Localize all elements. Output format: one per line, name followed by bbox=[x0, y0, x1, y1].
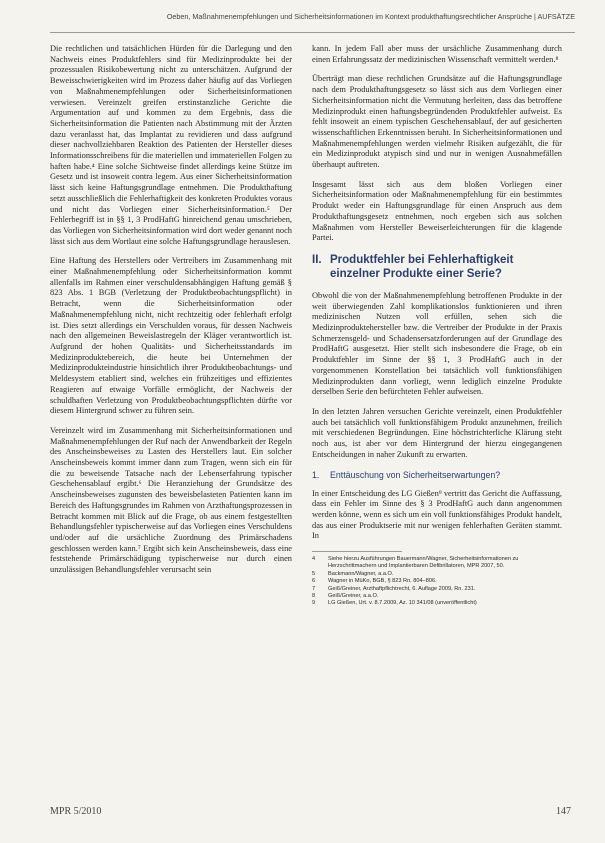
subsection-number: 1. bbox=[312, 469, 320, 480]
footnote-number: 5 bbox=[312, 570, 316, 577]
footnote-divider bbox=[312, 551, 402, 552]
footnote-number: 4 bbox=[312, 556, 316, 563]
body-paragraph: Eine Haftung des Herstellers oder Vertreibers im Zusammenhang mit einer Maßnahmenempfehlung oder Sicherheitsinformation kommt allenfalls im Rahmen einer verschuldensabhängigen Haftung gemäß § 823 Abs. 1 BGB (Verletzung der Produktbeobachtungspflicht) in Betracht, wenn die Sicherheitsinformation oder Maßnahmenempfehlung nicht, nicht rechtzeitig oder fehlerhaft erfolgt ist. Dies setzt allerdings ein Verschulden voraus, für dessen Nachweis nach den allgemeinen Beweislastregeln der Kläger verantwortlich ist. Aufgrund der hohen Qualitäts- und Sicherheitsstandards im Medizinproduktebereich, die heute bei Unternehmen der Medizinprodukteindustrie hinsichtlich ihrer Produktbeobachtungs- und Meldesystem etabliert sind, welches ein frühzeitiges und effizientes Reagieren auf etwaige Vorfälle ermöglicht, der Nachweis der schuldhaften Verletzung von Produktbeobachtungspflichten dürfte vor diesem Hintergrund schwer zu führen sein. bbox=[50, 256, 292, 416]
body-paragraph: Die rechtlichen und tatsächlichen Hürden für die Darlegung und den Nachweis eines Produktfehlers sind für Medizinprodukte bei der prozessualen Risikobewertung nicht zu unterschätzen. Aufgrund der Beweisschwierigkeiten wird im Prozess daher häufig auf das Vorliegen von Maßnahmenempfehlungen oder Sicherheitsinformationen verwiesen. Vereinzelt greifen erstinstanzliche Gerichte die Argumentation auf und kommen zu dem Ergebnis, dass die Sicherheitsinformation die Patienten nach Abstimmung mit der Ärzten dazu veranlasst hat, das Implantat zu revidieren und dass aufgrund dieser nachvollziehbaren Reaktion des Patienten der Hersteller dieses Informationsschreibens für die materiellen und immateriellen Folgen zu haften habe.⁴ Eine solche Sichtweise findet allerdings keine Stütze im Gesetz und ist insoweit contra legem. Aus einer Sicherheitsinformation lässt sich keine Haftungsgrundlage entnehmen. Die Produkthaftung setzt ausschließlich die Fehlerhaftigkeit des konkreten Produktes voraus und nicht das Vorliegen einer Sicherheitsinformation.⁵ Der Fehlerbegriff ist in §§ 1, 3 ProdHaftG hinreichend genau umschrieben, das Vorliegen von Sicherheitsinformation wird dort weder genannt noch lässt sich aus dem Wortlaut eine solche Haftungsgrundlage herauslesen. bbox=[50, 44, 292, 246]
body-paragraph: In den letzten Jahren versuchen Gerichte vereinzelt, einen Produktfehler auch bei tatsächlich voll funktionsfähigem Produkt anzunehmen, freilich mit verschiedenen Begründungen. Eine höchstrichterliche Klärung steht noch aus, ist aber vor dem Hintergrund der hierzu eingegangenen Entscheidungen in naher Zukunft zu erwarten. bbox=[312, 406, 562, 459]
footnote-text: Wagner in MüKo, BGB, § 823 Rn. 804–806. bbox=[328, 578, 437, 585]
subsection-heading bbox=[312, 470, 562, 480]
footnotes bbox=[312, 556, 562, 608]
footnote bbox=[312, 578, 562, 585]
body-paragraph: Insgesamt lässt sich aus dem bloßen Vorliegen einer Sicherheitsinformation oder Maßnahmenempfehlung für ein bestimmtes Produkt weder ein Haftungsgrundlage für einen Anspruch aus dem Produkthaftungsgesetz entnehmen, noch ergeben sich aus solchen Maßnahmen vom Hersteller Beweiserleichterungen für die klagende Partei. bbox=[312, 179, 562, 243]
right-column bbox=[312, 44, 562, 608]
footnote-number: 6 bbox=[312, 578, 316, 585]
header-divider bbox=[50, 32, 575, 33]
left-column bbox=[50, 44, 292, 585]
body-paragraph: Obwohl die von der Maßnahmenempfehlung betroffenen Produkte in der weit überwiegenden Zahl komplikationslos funktionieren und ihren medizinischen Nutzen voll erfüllen, sehen sich die Medizinproduktehersteller bzw. die Vertreiber der Produkte in der Praxis Schmerzensgeld- und Schadensersatzforderungen auf der Grundlage des ProdHaftG ausgesetzt. Hier stellt sich insbesondere die Frage, ob ein Produktfehler im Sinne der §§ 1, 3 ProdHaftG auch in der vorgenommenen Konstellation bei tatsächlich voll funktionsfähigen Medizinprodukten dann vorliegt, wenn lediglich einzelne Produkte derselben Serie den befürchteten Fehler aufweisen. bbox=[312, 290, 562, 397]
subsection-title: Enttäuschung von Sicherheitserwartungen? bbox=[330, 469, 501, 480]
footnote-text: Geiß/Greiner, Arzthaftpflichtrecht, 6. Auflage 2009, Rn. 231. bbox=[328, 585, 476, 592]
footnote bbox=[312, 571, 562, 578]
section-title-line2: einzelner Produkte einer Serie? bbox=[330, 267, 502, 280]
body-paragraph: Überträgt man diese rechtlichen Grundsätze auf die Haftungsgrundlage nach dem Produkthaftungsgesetz so lässt sich aus dem Vorliegen einer Sicherheitsinformation nicht die Vermutung herleiten, dass das betroffene Medizinprodukt einen haftungsbegründenden Produktfehler aufweist. Es fehlt insoweit an einem typischen Geschehensablauf, der auf gesicherten wissenschaftlichen Erkenntnissen beruht. In Sicherheitsinformationen und Maßnahmenempfehlungen werden vielmehr Risiken aufgezählt, die für ein Medizinprodukt atypisch sind und nur in wenigen Ausnahmefällen überhaupt auftreten. bbox=[312, 74, 562, 170]
footnote-text: Geiß/Greiner, a.a.O. bbox=[328, 593, 379, 600]
footnote bbox=[312, 556, 562, 571]
page-number: 147 bbox=[556, 806, 571, 817]
footnote-text: Siehe hierzu Ausführungen Bauermann/Wagner, Sicherheitsinformationen zu Herzschrittmachern und Implantierbaren Defibrillatoren, MPR 2007, 50. bbox=[328, 556, 519, 570]
section-heading bbox=[312, 253, 562, 281]
footnote-number: 7 bbox=[312, 585, 316, 592]
footnote bbox=[312, 593, 562, 600]
footnote-text: LG Gießen, Urt. v. 8.7.2009, Az. 10 341/08 (unveröffentlicht) bbox=[328, 600, 477, 607]
section-number: II. bbox=[312, 253, 322, 266]
footnote-number: 9 bbox=[312, 600, 316, 607]
footnote-number: 8 bbox=[312, 593, 316, 600]
journal-issue: MPR 5/2010 bbox=[50, 806, 102, 817]
footnote bbox=[312, 586, 562, 593]
running-header: Oeben, Maßnahmenempfehlungen und Sicherheitsinformationen im Kontext produkthaftungsrechtlicher Ansprüche | AUFSÄTZE bbox=[166, 12, 575, 21]
body-paragraph: kann. In jedem Fall aber muss der ursächliche Zusammenhang durch einen Erfahrungssatz der medizinischen Wissenschaft vermittelt werden.⁸ bbox=[312, 44, 562, 64]
footnote bbox=[312, 600, 562, 607]
body-paragraph: In einer Entscheidung des LG Gießen⁹ vertritt das Gericht die Auffassung, dass ein Fehler im Sinne des § 3 ProdHaftG auch dann angenommen werden könne, wenn es sich um ein voll funktionsfähiges Produkt handelt, das aus einer Produktserie mit nur wenigen fehlerhaften Geräten stammt. In bbox=[312, 488, 562, 541]
section-title-line1: Produktfehler bei Fehlerhaftigkeit bbox=[330, 253, 514, 266]
body-paragraph: Vereinzelt wird im Zusammenhang mit Sicherheitsinformationen und Maßnahmenempfehlungen der Ruf nach der Anwendbarkeit der Regeln des Anscheinsbeweises zu Lasten des Herstellers laut. Ein solcher Anscheinsbeweis kommt immer dann zum Tragen, wenn sich ein für die zu beweisende Tatsache nach der Lebenserfahrung typischer Geschehensablauf ergibt.⁶ Die Heranziehung der Grundsätze des Anscheinsbeweises zugunsten des beweisbelasteten Patienten kann im Bereich des Haftungsgrundes im Rahmen von Arzthaftungsprozessen in Betracht kommen mit Blick auf die Frage, ob aus einem festgestellten Behandlungsfehler typischerweise auf das Vorliegen eines Verschuldens und/oder auf die ursächliche Zuordnung des Primärschadens geschlossen werden kann.⁷ Ergibt sich kein Anscheinsbeweis, dass eine feststehende Primärschädigung typischerweise nur durch einen unzulässigen Behandlungsfehler verursacht sein bbox=[50, 425, 292, 575]
footnote-text: Backmann/Wagner, a.a.O. bbox=[328, 570, 394, 577]
